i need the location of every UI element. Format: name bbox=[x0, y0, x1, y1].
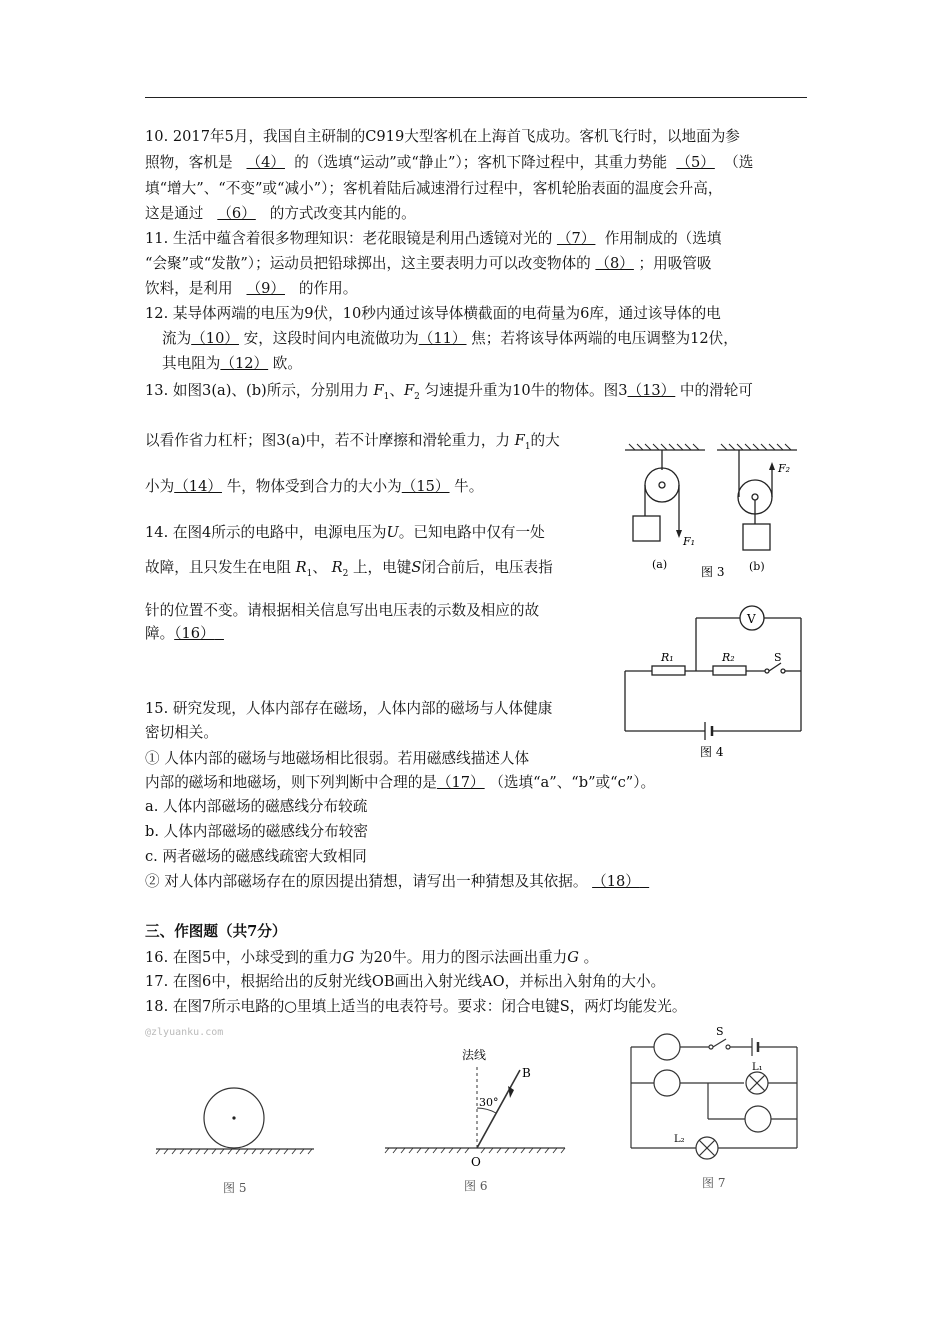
blank-18: （18） bbox=[592, 873, 640, 890]
q18-line: 18. 在图7所示电路的○里填上适当的电表符号。要求：闭合电键S，两灯均能发光。 bbox=[145, 998, 687, 1015]
fig7-meter-top bbox=[654, 1034, 680, 1060]
q17-line: 17. 在图6中，根据给出的反射光线OB画出入射光线AO，并标出入射角的大小。 bbox=[145, 973, 666, 990]
fig3-caption: 图 3 bbox=[701, 565, 725, 579]
q15-line3: ① 人体内部的磁场与地磁场相比很弱。若用磁感线描述人体 bbox=[145, 750, 530, 767]
q13-line3: 小为（14） 牛，物体受到合力的大小为（15） 牛。 bbox=[145, 478, 484, 495]
fig4-caption: 图 4 bbox=[700, 745, 724, 759]
blank-8: （8） bbox=[595, 255, 634, 272]
q15-line5: ② 对人体内部磁场存在的原因提出猜想，请写出一种猜想及其依据。 （18） bbox=[145, 873, 640, 890]
q16-line: 16. 在图5中，小球受到的重力G 为20牛。用力的图示法画出重力G 。 bbox=[145, 949, 599, 966]
blank-12: （12） bbox=[220, 355, 269, 372]
q11-line3: 饮料，是利用 （9） 的作用。 bbox=[145, 280, 358, 297]
fig7-meter-mid bbox=[654, 1070, 680, 1096]
q15-option-c: c. 两者磁场的磁感线疏密大致相同 bbox=[145, 848, 367, 865]
q10-line2: 照物，客机是 （4） 的（选填“运动”或“静止”）；客机下降过程中，其重力势能 （5） （选 bbox=[145, 154, 754, 171]
section3-title: 三、作图题（共7分） bbox=[145, 923, 287, 940]
fig7-s-label: S bbox=[716, 1025, 724, 1038]
blank-9: （9） bbox=[246, 280, 285, 297]
fig6-caption: 图 6 bbox=[464, 1179, 488, 1193]
fig6-o-label: O bbox=[471, 1155, 481, 1169]
figure-4-circuit bbox=[618, 603, 810, 763]
fig7-l2-label: L₂ bbox=[674, 1134, 685, 1145]
blank-11: （11） bbox=[418, 330, 467, 347]
q14-line1: 14. 在图4所示的电路中，电源电压为U。已知电路中仅有一处 bbox=[145, 524, 545, 541]
fig3-a-label: (a) bbox=[652, 558, 668, 571]
figure-7-circuit bbox=[624, 1022, 804, 1197]
fig4-r1-label: R₁ bbox=[661, 651, 674, 664]
blank-17: （17） bbox=[436, 774, 485, 791]
q12-line3: 其电阻为（12） 欧。 bbox=[162, 355, 302, 372]
fig5-caption: 图 5 bbox=[223, 1181, 247, 1195]
fig7-meter-right bbox=[745, 1106, 771, 1132]
blank-4: （4） bbox=[246, 154, 285, 171]
q15-option-a: a. 人体内部磁场的磁感线分布较疏 bbox=[145, 798, 368, 815]
q15-line4: 内部的磁场和地磁场，则下列判断中合理的是（17） （选填“a”、“b”或“c”）。 bbox=[145, 774, 656, 791]
blank-14: （14） bbox=[174, 478, 222, 495]
fig4-s-label: S bbox=[774, 651, 782, 664]
q15-line1: 15. 研究发现，人体内部存在磁场，人体内部的磁场与人体健康 bbox=[145, 700, 553, 717]
watermark: @zlyuanku.com bbox=[145, 1027, 224, 1038]
q14-line2: 故障，且只发生在电阻 $R_1$、 $R_2$ 上，电键S闭合前后，电压表指 bbox=[145, 559, 553, 579]
figure-5-ball bbox=[150, 1085, 320, 1200]
q12-line1: 12. 某导体两端的电压为9伏，10秒内通过该导体横截面的电荷量为6库，通过该导体的电 bbox=[145, 305, 721, 322]
q15-option-b: b. 人体内部磁场的磁感线分布较密 bbox=[145, 823, 368, 840]
figure-6-reflection bbox=[380, 1042, 570, 1197]
fig6-angle-label: 30° bbox=[479, 1096, 499, 1109]
q11-line1: 11. 生活中蕴含着很多物理知识：老花眼镜是利用凸透镜对光的 （7） 作用制成的（选填 bbox=[145, 230, 722, 247]
header-rule bbox=[145, 97, 807, 98]
ball-center bbox=[232, 1116, 235, 1119]
fig3-f1-label: F₁ bbox=[683, 535, 696, 548]
blank-13: （13） bbox=[627, 382, 676, 399]
q11-line2: “会聚”或“发散”）；运动员把铅球掷出，这主要表明力可以改变物体的 （8） ；用吸管吸 bbox=[145, 255, 712, 272]
fig7-caption: 图 7 bbox=[702, 1176, 726, 1190]
fig4-voltmeter: V bbox=[747, 612, 756, 626]
fig3-b-label: (b) bbox=[749, 560, 765, 573]
blank-10: （10） bbox=[191, 330, 239, 347]
q10-line4: 这是通过 （6） 的方式改变其内能的。 bbox=[145, 205, 416, 222]
blank-15: （15） bbox=[401, 478, 450, 495]
blank-5: （5） bbox=[676, 154, 715, 171]
q13-line2: 以看作省力杠杆；图3(a)中，若不计摩擦和滑轮重力，力 $F_1$的大 bbox=[145, 432, 560, 452]
fig6-normal-label: 法线 bbox=[462, 1048, 487, 1062]
q12-line2: 流为（10） 安，这段时间内电流做功为（11） 焦；若将该导体两端的电压调整为12伏， bbox=[162, 330, 738, 347]
blank-16: （16） bbox=[174, 625, 215, 642]
q14-line3: 针的位置不变。请根据相关信息写出电压表的示数及相应的故 bbox=[145, 602, 540, 619]
q15-line2: 密切相关。 bbox=[145, 724, 218, 741]
fig7-l1-label: L₁ bbox=[752, 1062, 763, 1073]
q14-line4: 障。（16） bbox=[145, 625, 215, 642]
blank-7: （7） bbox=[556, 230, 596, 247]
q13-line1: 13. 如图3(a)、(b)所示，分别用力 $F_1$、$F_2$ 匀速提升重为10牛的物体。图3（13） 中的滑轮可 bbox=[145, 382, 753, 402]
q10-line1: 10. 2017年5月，我国自主研制的C919大型客机在上海首飞成功。客机飞行时，以地面为参 bbox=[145, 128, 740, 145]
figure-3-pulleys bbox=[615, 440, 815, 590]
fig4-r2-label: R₂ bbox=[722, 651, 735, 664]
fig3-f2-label: F₂ bbox=[778, 462, 791, 475]
blank-6: （6） bbox=[217, 205, 256, 222]
q10-line3: 填“增大”、“不变”或“减小”）；客机着陆后减速滑行过程中，客机轮胎表面的温度会升高， bbox=[145, 180, 723, 197]
fig6-b-label: B bbox=[522, 1066, 531, 1080]
